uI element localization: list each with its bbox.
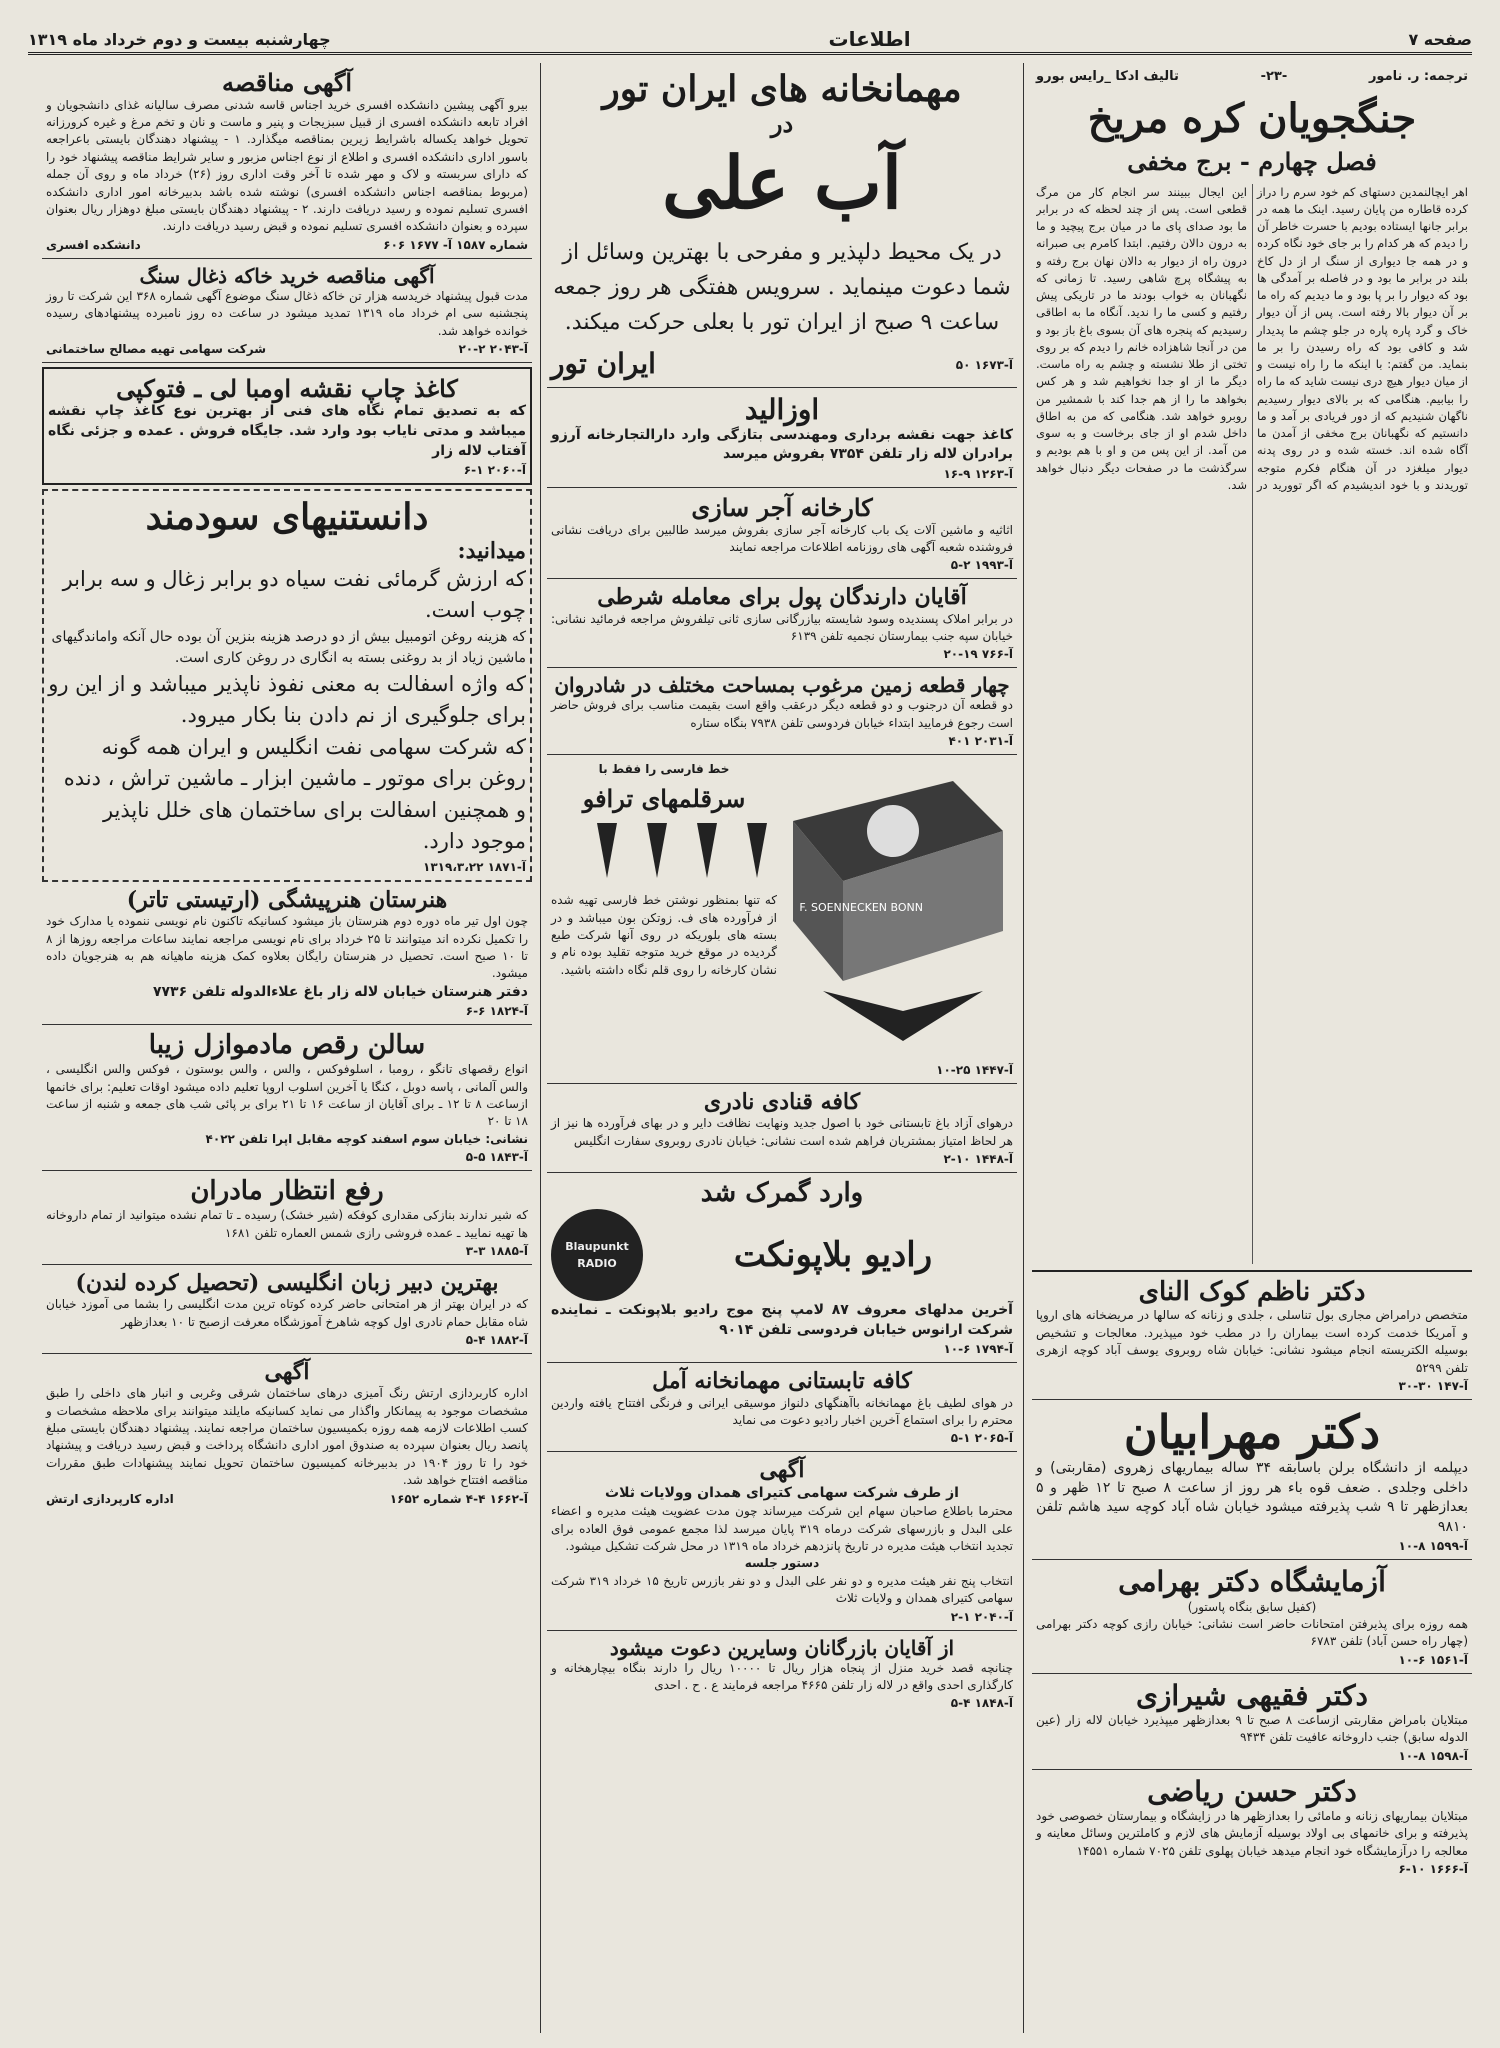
masthead xyxy=(28,26,1472,55)
ad-num: آ-۱۸۷۱ ۱۳۱۹،۳،۲۲ xyxy=(423,859,526,874)
ad-title: آگهی مناقصه خرید خاکه ذغال سنگ xyxy=(139,263,435,288)
ad-num: آ-۱۵۹۹ ۸-۱۰ xyxy=(1398,1539,1468,1554)
ad-dr-shirazi xyxy=(1032,1674,1472,1770)
ad-num: شماره ۱۵۸۷ آ- ۱۶۷۷ ۶۰۶ xyxy=(383,237,528,252)
ad-dr-riazi xyxy=(1032,1770,1472,1882)
ad-address: دفتر هنرستان خیابان لاله زار باغ علاءالدوله تلفن ۷۷۳۶ xyxy=(152,983,528,1000)
ad-dr-mehrabian xyxy=(1032,1400,1472,1560)
ad-english xyxy=(42,1265,532,1354)
ad-num: آ-۷۶۶ ۱۹-۲۰ xyxy=(943,647,1013,662)
ad-num: آ-۱۸۴۳ ۵-۵ xyxy=(465,1150,528,1165)
ad-sang xyxy=(42,259,532,363)
pen-brand-label: F. SOENNECKEN BONN xyxy=(799,901,923,915)
ad-title: کافه تابستانی مهمانخانه آمل xyxy=(652,1368,912,1395)
ad-title: آگهی xyxy=(759,1457,805,1484)
list-item: که ارزش گرمائی نفت سیاه دو برابر زغال و سه برابر چوب است. xyxy=(62,566,526,623)
ad-text: محترما باطلاع صاحبان سهام این شرکت میرساند چون مدت عضویت هیئت مدیره و اعضاء علی البدل و بازرسهای شرکت درماه ۳۱۹ پایان میرسد لذا مجمع عمومی فوق العاده برای تجدید انتخاب هیئت مدیره در تاریخ پانزدهم خرداد ماه ۱۳۱۹ در محل شرکت تشکیل میشود. xyxy=(551,1504,1013,1554)
ad-title: چهار قطعه زمین مرغوب بمساحت مختلف در شادروان xyxy=(554,673,1010,698)
serial-title: جنگجویان کره مریخ xyxy=(1087,95,1417,142)
ad-title: سرقلمهای ترافو xyxy=(582,783,746,813)
ad-text: که شیر ندارند بنازکی مقداری کوفکه (شیر خشک) رسیده ـ تا تمام نشده میتوانید از تمام داروخانه ها تهیه نمایید ـ عمده فروشی رازی شمس العماره تلفن ۱۶۸۱ xyxy=(46,1208,528,1240)
ad-title: آزمایشگاه دکتر بهرامی xyxy=(1118,1565,1386,1599)
ad-title: دکتر مهرابیان xyxy=(1123,1405,1381,1460)
ad-bazargan xyxy=(547,1631,1017,1717)
ad-text: بیرو آگهی پیشین دانشکده افسری خرید اجناس قاسه شدنی مصرف سالیانه غذای دانشجویان و افراد تابعه دانشکده افسری از قبیل سبزیجات و پنیر و ماست و نان و تخم مرغ و غیره کرورزانه تحویل خواهد یکساله باشرایط زیرین بمناقصه میگذارد. ۱ - پیشنهاد دهندگان بایستی باعراجعه باسور اداری دانشکده افسری و اطلاع از نوع اجناس مزبور و سایر شرایط مناقصه پیشنهاد خود را که دارای سربسته و لاک و مهر شده تا آخر وقت اداری روز (۲۶) خرداد ماه و روی آن جمله (مربوط بمناقصه اجناس دانشکده افسری) نوشته شده باشد بدبیرخانه امور اداری دانشکده افسری تسلیم نموده و رسید دریافت دارند. ۲ - پیشنهاد دهندگان بایستی مبلغ دوهزار ریال بعنوان سپرده و بعنوان دانشکده افسری تسلیم نموده و قبض رسید دریافت دارند. xyxy=(46,97,528,234)
ad-subtitle: (کفیل سابق بنگاه پاستور) xyxy=(1187,1599,1317,1614)
ad-nadiri xyxy=(547,1084,1017,1173)
serial-story xyxy=(1032,63,1472,1272)
ad-num: آ-۲۰۴۰ ۱-۲ xyxy=(950,1609,1013,1624)
ad-place: آب علی xyxy=(662,139,902,225)
ad-radio xyxy=(547,1173,1017,1363)
pen-nibs-icon xyxy=(577,818,777,888)
ad-ershad xyxy=(42,1354,532,1512)
ad-num: آ-۲۰۳۱ ۴۰۱ xyxy=(948,734,1013,749)
ad-text: در یک محیط دلپذیر و مفرحی با بهترین وسائل از شما دعوت مینماید . سرویس هفتگی هر روز جمعه ساعت ۹ صبح از ایران تور با بعلی حرکت میکند. xyxy=(553,239,1011,336)
ad-num: آ-۱۷۹۴ ۶-۱۰ xyxy=(943,1342,1013,1357)
serial-body: اهر ایچالنمدین دستهای کم خود سرم را دراز کرده قاطاره من پایان رسید. اینک ما همه در برابر جانها ایستاده بودیم با حسرت خاطر آن را دیدم که هر کدام را بر جای خود نگاه کرده و در همه جا دیواری از سنگ ار از دل کاخ بلند در برابر ما بود و در فاصله بر آمدگی ها بود که دیوار را بر پا بود و ما دیدیم که راه ما بر آن دیوار بالا رفته است. پس از آن دیوار خاک و گرد پاره پاره در جلو چشم ما پدیدار شد و کافی بود که راه رسیدن را بر ما بنماید. من گفتم: با اینکه ما را راه نیست و از میان دیوار هیچ دری نیست شاید که ما راه را بیابیم. هنگامی که بر بالای دیوار رسیدیم ناگهان شنیدیم که از دور فریادی بر آمد و ما دانستیم که نگهبانان برج مخفی از آمدن ما آگاه شده اند. خسته شده و در روی پدنه دیوار میلغزد در آن هنگام فکرم متوجه توریدند و با خود اندیشیدم که اگر توورید در این ایجال ببینند سر انجام کار من مرگ قطعی است. پس از چند لحظه که در برابر ما بود صدای پای ما در میان برج پیچید و ما به درون دالان رفتیم. ابتدا کامرم بی صبرانه درون راه از دیوار به دالان نهان برج رفته و به پیشگاه پرچ شاهی رسید. تا زمانی که نگهبانان به خواب بودند ما در تاریکی پیش رفتیم و کسی ما را ندید. آنگاه ما به اطاقی رسیدیم که پنجره های آن بسوی باغ باز بود و من در آنجا شاهزاده خانم را دیدم که بر روی تختی از طلا نشسته و چشم به راه ماست. دیگر ما از او جدا نخواهیم شد و هر کس بخواهد ما را از هم جدا کند با شمشیر من روبرو خواهد شد. هنگامی که من به اطاق داخل شدم او از جای برخاست و به سوی من آمد. از این پس من و او با هم بودیم و سرگذشت ما در صفحات دیگر دنبال خواهد شد. xyxy=(1036,184,1468,492)
ad-title: از آقایان بازرگانان وسایرین دعوت میشود xyxy=(609,1635,955,1660)
ad-title: دانستنیهای سودمند xyxy=(145,496,429,539)
ad-raqs xyxy=(42,1025,532,1171)
ad-num: آ-۱۴۷ ۳۰-۳۰ xyxy=(1398,1379,1468,1394)
logo-brand: Blaupunkt xyxy=(565,1239,629,1253)
ad-text: مبتلایان بامراض مقاربتی ازساعت ۸ صبح تا ۹ بعدازظهر میپذیرد خیابان لاله زار (عین الدوله سابق) جنب داروخانه عافیت تلفن ۹۴۳۴ xyxy=(1036,1712,1468,1745)
ad-sign: ایران تور xyxy=(551,347,656,381)
ad-text: که تنها بمنظور نوشتن خط فارسی تهیه شده از فرآورده های ف. زوتکن بون میباشد و در بسته های بلوریکه در روی آنها شرکت طبع گردیده در موقع خرید متوجه تقلید بوده نام و نشان کارخانه را روی قلم نگاه داشته باشید. xyxy=(551,893,777,977)
column-middle xyxy=(540,63,1024,2033)
ad-dar: در xyxy=(770,109,794,139)
ad-num: آ-۱۴۴۸ ۱۰-۲ xyxy=(943,1152,1013,1167)
ad-agenda: انتخاب پنج نفر هیئت مدیره و دو نفر علی البدل و دو نفر بازرس تاریخ ۱۵ خرداد ۳۱۹ شرکت سهامی کتیرای همدان و ولایات ثلاث xyxy=(551,1573,1013,1606)
issue-date: چهارشنبه بیست و دوم خرداد ماه ۱۳۱۹ xyxy=(28,29,331,49)
ad-text: اثاثیه و ماشین آلات یک باب کارخانه آجر سازی بفروش میرسد طالبین برای دریافت نشانی فروشنده شعبه آگهی های روزنامه اطلاعات مراجعه نمایند xyxy=(551,522,1013,554)
pen-box-illustration xyxy=(783,761,1013,1061)
ad-title: هنرستان هنرپیشگی (ارتیستی تاتر) xyxy=(126,886,448,913)
ad-text: مبتلایان بیماریهای زنانه و مامائی را بعدازظهر ها در زایشگاه و بیمارستان خصوصی خود پذیرفته و برای خانمهای بی اولاد بوسیله آزمایش های لازم و کاملترین وسائل معاینه و معالجه را درآزمایشگاه خود انجام میدهد خیابان پهلوی تلفن ۷۰۲۵ شماره ۱۴۵۵۱ xyxy=(1036,1808,1468,1858)
ad-signer: اداره کارپردازی ارتش xyxy=(46,1491,174,1506)
ad-text: مدت قبول پیشنهاد خریدسه هزار تن خاکه ذغال سنگ موضوع آگهی شماره ۳۶۸ این شرکت تا روز پنجشنبه سی ام خرداد ماه ۱۳۱۹ تمدید میشود در ساعت ده روز نامبرده پیشنهادهای رسیده خوانده خواهد شد. xyxy=(46,288,529,338)
ad-zamin xyxy=(547,668,1017,755)
ad-honarestan xyxy=(42,882,532,1025)
serial-translator: ترجمه: ر. نامور xyxy=(1368,69,1468,84)
ad-text: دو قطعه آن درجنوب و دو قطعه دیگر درعقب واقع است بقیمت مناسب برای فروش حاضر است رجوع فرمایید ابتداء خیابان فردوسی تلفن ۷۹۳۸ بنگاه ستاره xyxy=(551,698,1013,730)
paper-title: اطلاعات xyxy=(828,27,911,51)
ad-text: کاغذ جهت نقشه برداری ومهندسی بتازگی وارد دارالتجارخانه آرزو برادران لاله زار تلفن ۷۳۵۴ بفروش میرسد xyxy=(551,426,1013,463)
list-item: که هزینه روغن اتومبیل بیش از دو درصد هزینه بنزین آن بوده حال آنکه واماندگیهای ماشین زیاد از بد روغنی بسته به انگاری در روغن کاری است. xyxy=(51,628,526,666)
ad-text: آخرین مدلهای معروف ۸۷ لامپ پنج موج رادیو بلاپونکت ـ نماینده شرکت ارانوس خیابان فردوسی تلفن ۹۰۱۴ xyxy=(551,1302,1013,1338)
ad-title: رادیو بلاپونکت xyxy=(733,1234,933,1275)
ad-num: آ-۱۶۷۳ ۵۰ xyxy=(955,358,1013,373)
ad-pool xyxy=(547,579,1017,668)
ad-text: دیپلمه از دانشگاه برلن باسابقه ۳۴ ساله بیماریهای زهروی (مقاربتی) و داخلی وجلدی . ضعف قوه باء هر روز از ساعت ۸ صبح تا ۱۲ ظهر و ۵ بعدازظهر تا ۹ شب پذیرفته میشود خیابان شاه آباد کوچه سید هاشم تلفن ۹۸۱۰ xyxy=(1036,1459,1468,1535)
ad-title: رفع انتظار مادران xyxy=(190,1176,384,1207)
ad-title: کارخانه آجر سازی xyxy=(691,492,873,522)
ad-text: همه روزه برای پذیرفتن امتحانات حاضر است نشانی: خیابان رازی کوچه دکتر بهرامی (چهار راه حسن آباد) تلفن ۶۷۸۳ xyxy=(1036,1616,1468,1649)
serial-number: -۲۳- xyxy=(1260,69,1288,84)
ad-num: آ-۱۴۴۷ ۲۵-۱۰ xyxy=(936,1063,1013,1078)
ad-text: چون اول تیر ماه دوره دوم هنرستان باز میشود کسانیکه تاکنون نام نویسی ننموده یا مدارک خود را تکمیل نکرده اند میتوانند تا ۲۵ خرداد برای نام نویسی مراجعه نمایند ساعات مراجعه روزها از ۸ تا ۱۰ صبح است. تحصیل در هنرستان رایگان بعلاوه کمک هزینه ماهیانه هم به هنرجویان داده میشود. xyxy=(46,914,529,981)
ad-hamadan xyxy=(547,1452,1017,1630)
ad-title: دکتر ناظم کوک النای xyxy=(1138,1276,1366,1307)
page-number: صفحه ۷ xyxy=(1408,29,1472,49)
ad-okaz xyxy=(42,63,532,259)
ad-text: اداره کاربردازی ارتش رنگ آمیزی درهای ساختمان شرقی وغربی و انبار های داخلی را طبق مشخصات موجود به پیمانکار واگذار می نماید کسانیکه مایلند میتوانند برای ملاحظه مشخصات و کسب اطلاعات لازمه همه روزه بکمیسیون ساختمان مراجعه نمایند. پیشنهاد دهندگان بایستی مبلغ پانصد ریال بعنوان سپرده به صندوق امور اداری دانشگاه پرداخت و قبض رسید دریافت و پیشنهاد خود را تا روز ۱۹۰۴ در بدبیرخانه کمیسیون ساختمان تحویل نمایند پیشنهادات طبق مقررات مناقصه افتتاح خواهد شد. xyxy=(46,1386,528,1488)
ad-title: آگهی مناقصه xyxy=(221,68,353,97)
ad-text: که در ایران بهتر از هر امتحانی حاضر کرده کوتاه ترین مدت انگلیسی را بشما می آموزد خیابان شاه مقابل حمام نادری اول کوچه شاهرخ آموزشگاه معرفت ازصبح تا ۱۰ بعدازظهر xyxy=(46,1297,528,1329)
ad-text: چنانچه قصد خرید منزل از پنجاه هزار ریال تا ۱۰۰۰۰ ریال را دارند بنگاه بیچارهخانه و کارگذاری احدی واقع در لاله زار تلفن ۴۶۶۵ مراجعه فرمایند ع . ح . احدی xyxy=(551,1660,1014,1692)
ad-madaran xyxy=(42,1171,532,1265)
ad-iran-tour xyxy=(547,63,1017,388)
ad-ozalid xyxy=(547,388,1017,488)
ad-text: در برابر املاک پسندیده وسود شایسته بیازرگانی سازی ثانی تیلفروش مراجعه فرمائید نشانی: خیابان سپه جنب بیمارستان نجمیه تلفن ۶۱۳۹ xyxy=(551,611,1013,643)
ad-title: کاغذ چاپ نقشه اومبا لی ـ فتوکپی xyxy=(116,373,458,403)
ad-num: آ-۱۵۶۱ ۶-۱۰ xyxy=(1398,1652,1468,1667)
ad-num: آ-۲۰۶۰ ۱-۶ xyxy=(463,463,526,478)
ad-title: دکتر حسن ریاضی xyxy=(1147,1774,1357,1808)
ad-num: آ-۲۰۴۳ ۲-۲۰ xyxy=(458,341,528,356)
list-item: که شرکت سهامی نفت انگلیس و ایران همه گونه روغن برای موتور ـ ماشین ابزار ـ ماشین تراش ، دنده و همچنین اسفالت برای ساختمان های خلل ناپذیر موجود دارد. xyxy=(63,734,526,854)
blaupunkt-logo xyxy=(551,1209,643,1301)
ad-num: آ-۱۶۶۶ ۱۰-۶ xyxy=(1398,1862,1468,1876)
ad-tag: خط فارسی را فقط با xyxy=(598,762,730,777)
serial-chapter: فصل چهارم - برج مخفی xyxy=(1127,147,1377,176)
ad-title: کافه قنادی نادری xyxy=(703,1089,861,1116)
ad-ajor xyxy=(547,488,1017,579)
ad-title: مهمانخانه های ایران تور xyxy=(602,68,962,110)
ad-num: آ-۱۸۴۸ ۴-۵ xyxy=(950,1696,1013,1711)
ad-agenda-title: دستور جلسه xyxy=(744,1556,820,1571)
ad-title: سالن رقص مادموازل زیبا xyxy=(148,1030,426,1061)
logo-radio: RADIO xyxy=(577,1257,617,1271)
list-item: که واژه اسفالت به معنی نفوذ ناپذیر میباشد و از این رو برای جلوگیری از نم دادن بنا بکار میرود. xyxy=(48,671,526,728)
ad-num: آ-۱۹۹۳ ۲-۵ xyxy=(950,558,1013,573)
ad-title: اوزالید xyxy=(744,392,820,426)
ad-num: آ-۱۸۸۵ ۳-۳ xyxy=(465,1243,528,1258)
ad-title: دکتر فقیهی شیرازی xyxy=(1135,1678,1368,1712)
ad-danestani xyxy=(42,489,532,882)
ad-items xyxy=(48,564,526,858)
ad-num: آ-۱۶۶۲ ۴-۴ شماره ۱۶۵۲ xyxy=(389,1491,528,1506)
ad-text: در هوای لطیف باغ مهمانخانه باآهنگهای دلنواز موسیقی ایرانی و فرنگی افتتاح یافته واردین محترم را برای استماع آخرین اخبار رادیو دعوت می نماید xyxy=(551,1395,1013,1427)
ad-signer: دانشکده افسری xyxy=(46,237,141,252)
ad-address: نشانی: خیابان سوم اسفند کوچه مقابل اپرا تلفن ۴۰۲۲ xyxy=(205,1131,528,1146)
ad-subtitle: از طرف شرکت سهامی کتیرای همدان وولایات ثلاث xyxy=(605,1484,959,1501)
column-left xyxy=(42,63,532,2033)
ad-text: انواع رقصهای تانگو ، رومبا ، اسلوفوکس ، والس ، والس بوستون ، فوکس والس انگلیسی ، والس آلمانی ، پاسه دوبل ، کنگا یا آخرین اسلوب اروپا تعلیم داده میشود اوقات تعلیم: برای خانمها ازساعت ۸ تا ۱۲ ـ برای آقایان از ساعت ۱۶ تا ۲۱ برای بر پائی شب های جمعه و شنبه از ساعت ۱۸ تا ۲۰ xyxy=(46,1062,529,1129)
ad-dr-kook xyxy=(1032,1272,1472,1400)
ad-top: وارد گمرک شد xyxy=(700,1178,864,1209)
ad-pen xyxy=(547,755,1017,1084)
ad-title: آگهی xyxy=(264,1359,310,1385)
column-right xyxy=(1032,63,1472,2033)
serial-author: تالیف ادکا _رایس بورو xyxy=(1036,69,1179,84)
ad-num: آ-۱۵۹۸ ۸-۱۰ xyxy=(1398,1748,1468,1763)
ad-title: آقایان دارندگان پول برای معامله شرطی xyxy=(597,584,967,611)
ad-signer: شرکت سهامی تهیه مصالح ساختمانی xyxy=(46,341,267,356)
ad-text: که به تصدیق تمام نگاه های فنی از بهترین نوع کاغذ چاپ نقشه میباشد و مدتی نایاب بود وارد شد. جایگاه فروش . عمده و جزئی نگاه آفتاب لاله زار xyxy=(48,403,526,459)
ad-text: متخصص درامراض مجاری بول تناسلی ، جلدی و زنانه که سالها در مریضخانه های اروپا و آمریکا خدمت کرده است بیماران را در مطب خود میپذیرد. معالجات و تشخیص بوسیله الکتریسته انجام میشود نشانی: خیابان شاه روبروی یوسف آباد کوچه ازهری تلفن ۵۲۹۹ xyxy=(1036,1308,1468,1375)
ad-num: آ-۱۸۲۴ ۶-۶ xyxy=(465,1004,528,1019)
ad-num: آ-۱۸۸۲ ۴-۵ xyxy=(465,1333,528,1347)
ad-text: درهوای آزاد باغ تابستانی خود با اصول جدید ونهایت نظافت دایر و در بهای فرآورده ها نیز از هر لحاظ امتیاز بمشتریان فراهم شده است نشانی: خیابان نادری روبروی سفارت انگلیس xyxy=(551,1116,1013,1148)
ad-dr-bahrami xyxy=(1032,1560,1472,1673)
ad-title: بهترین دبیر زبان انگلیسی (تحصیل کرده لندن) xyxy=(75,1269,499,1296)
ad-amol xyxy=(547,1363,1017,1452)
ad-lead: میدانید: xyxy=(457,537,526,564)
ad-num: آ-۱۲۶۳ ۹-۱۶ xyxy=(943,466,1013,481)
ad-kaghaz xyxy=(42,367,532,485)
ad-num: آ-۲۰۶۵ ۱-۵ xyxy=(950,1431,1013,1446)
